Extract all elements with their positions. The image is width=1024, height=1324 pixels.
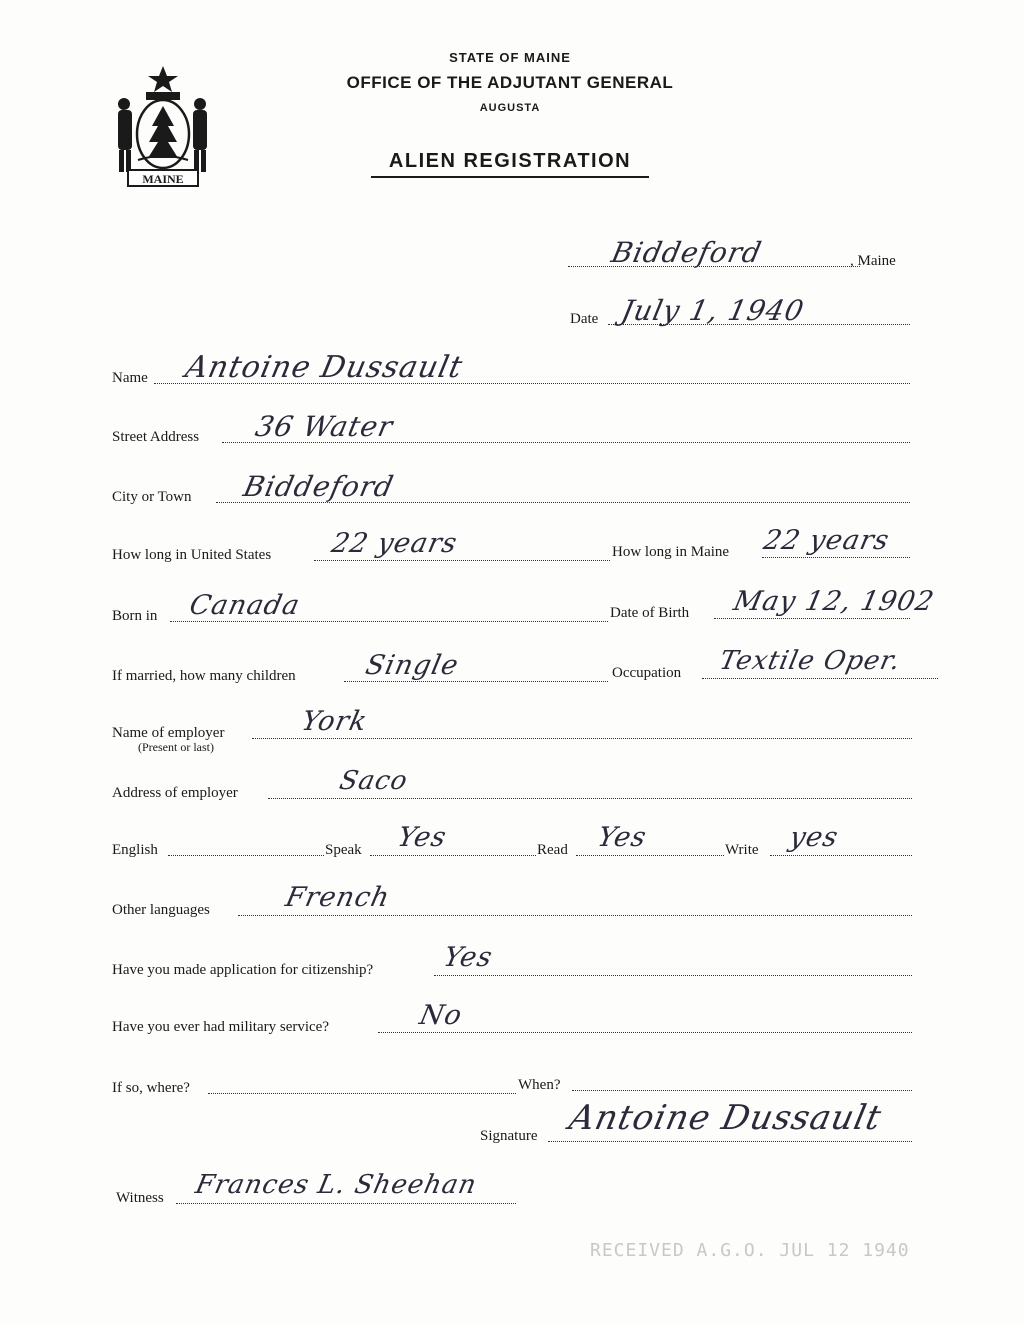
born-in-line bbox=[170, 621, 608, 622]
place-value: Biddeford bbox=[608, 236, 765, 269]
other-languages-value: French bbox=[282, 882, 393, 913]
citizenship-value: Yes bbox=[440, 942, 496, 973]
occupation-line bbox=[702, 678, 938, 679]
svg-text:MAINE: MAINE bbox=[142, 172, 184, 186]
other-languages-line bbox=[238, 915, 912, 916]
us-duration-label: How long in United States bbox=[112, 547, 272, 563]
military-value: No bbox=[416, 1000, 466, 1031]
state-heading: STATE OF MAINE bbox=[449, 50, 571, 65]
maine-duration-line bbox=[762, 557, 910, 558]
occupation-label: Occupation bbox=[612, 665, 682, 681]
write-value: yes bbox=[786, 822, 842, 853]
employer-address-line bbox=[268, 798, 912, 799]
where-line bbox=[208, 1093, 516, 1094]
us-duration-line bbox=[314, 560, 610, 561]
title-underline bbox=[371, 176, 649, 178]
children-line bbox=[344, 681, 608, 682]
signature-line bbox=[548, 1141, 912, 1142]
write-label: Write bbox=[725, 842, 759, 858]
citizenship-line bbox=[434, 975, 912, 976]
speak-line bbox=[370, 855, 536, 856]
english-label: English bbox=[112, 842, 158, 858]
occupation-value: Textile Oper. bbox=[716, 646, 904, 676]
employer-sublabel: (Present or last) bbox=[138, 740, 214, 754]
employer-line bbox=[252, 738, 912, 739]
city-label: City or Town bbox=[112, 489, 192, 505]
dob-value: May 12, 1902 bbox=[730, 586, 938, 617]
signature-label: Signature bbox=[480, 1128, 538, 1144]
read-line bbox=[576, 855, 724, 856]
children-value: Single bbox=[362, 650, 462, 681]
speak-label: Speak bbox=[325, 842, 362, 858]
employer-address-label: Address of employer bbox=[112, 785, 238, 801]
maine-duration-label: How long in Maine bbox=[612, 544, 730, 560]
name-label: Name bbox=[112, 370, 148, 386]
where-label: If so, where? bbox=[112, 1080, 190, 1096]
form-title: ALIEN REGISTRATION bbox=[388, 150, 632, 172]
dob-label: Date of Birth bbox=[610, 605, 690, 621]
other-languages-label: Other languages bbox=[112, 902, 210, 918]
maine-duration-value: 22 years bbox=[760, 525, 893, 556]
born-in-label: Born in bbox=[112, 608, 158, 624]
read-value: Yes bbox=[594, 822, 650, 853]
witness-line bbox=[176, 1203, 516, 1204]
employer-label: Name of employer bbox=[112, 725, 225, 741]
witness-label: Witness bbox=[116, 1190, 164, 1206]
witness-value: Frances L. Sheehan bbox=[192, 1170, 480, 1200]
date-label: Date bbox=[570, 311, 599, 327]
military-line bbox=[378, 1032, 912, 1033]
received-stamp: RECEIVED A.G.O. JUL 12 1940 bbox=[590, 1240, 910, 1261]
name-value: Antoine Dussault bbox=[182, 350, 467, 385]
street-value: 36 Water bbox=[252, 410, 397, 443]
date-value: July 1, 1940 bbox=[618, 294, 808, 327]
english-line bbox=[168, 855, 324, 856]
street-label: Street Address bbox=[112, 429, 200, 445]
children-label: If married, how many children bbox=[112, 668, 296, 684]
signature-value: Antoine Dussault bbox=[565, 1098, 886, 1138]
write-line bbox=[770, 855, 912, 856]
speak-value: Yes bbox=[394, 822, 450, 853]
us-duration-value: 22 years bbox=[328, 528, 461, 559]
born-in-value: Canada bbox=[186, 590, 303, 621]
read-label: Read bbox=[537, 842, 568, 858]
citizenship-label: Have you made application for citizenship? bbox=[112, 962, 374, 978]
office-heading: OFFICE OF THE ADJUTANT GENERAL bbox=[346, 73, 674, 92]
military-label: Have you ever had military service? bbox=[112, 1019, 329, 1035]
dob-line bbox=[714, 618, 910, 619]
employer-value: York bbox=[298, 706, 371, 737]
maine-suffix: , Maine bbox=[850, 253, 896, 269]
when-line bbox=[572, 1090, 912, 1091]
when-label: When? bbox=[518, 1077, 561, 1093]
employer-address-value: Saco bbox=[336, 766, 411, 796]
city-heading: AUGUSTA bbox=[479, 102, 541, 114]
city-value: Biddeford bbox=[240, 470, 397, 503]
